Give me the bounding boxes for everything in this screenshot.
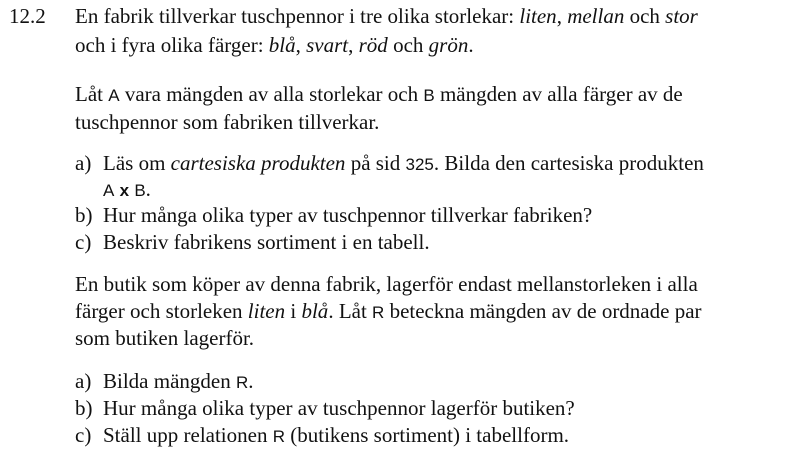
set-a: A [103, 181, 115, 200]
intro-line-2 [75, 33, 474, 58]
set-r: R [372, 303, 385, 322]
conjunction: och [624, 4, 666, 28]
period: . [468, 33, 474, 57]
set-r: R [272, 427, 285, 446]
intro-line-1 [75, 4, 698, 29]
term-cartesian-product: cartesiska produkten [170, 151, 346, 175]
color-rod: röd [358, 33, 388, 57]
size-liten: liten [247, 299, 286, 323]
question-1a-line-2: A x B. [103, 177, 151, 201]
question-1c-text: Beskriv fabrikens sortiment i en tabell. [103, 230, 430, 254]
problem-number: 12.2 [9, 4, 46, 28]
paragraph-1-line-1: Låt A vara mängden av alla storlekar och B mängden av alla färger av de [75, 82, 683, 106]
set-b: B [134, 181, 146, 200]
question-2c-text: Ställ upp relationen R (butikens sortiment) i tabellform. [103, 423, 570, 447]
size-liten: liten [519, 4, 557, 28]
paragraph-1-line-2: tuschpennor som fabriken tillverkar. [75, 110, 380, 134]
question-1b-label: b) [75, 203, 93, 227]
intro-text: En fabrik tillverkar tuschpennor i tre olika storlekar: [75, 4, 520, 28]
color-bla: blå [268, 33, 296, 57]
color-svart: svart [306, 33, 349, 57]
question-1a-label: a) [75, 151, 92, 175]
question-2a-label: a) [75, 369, 92, 393]
paragraph-2-line-1: En butik som köper av denna fabrik, lagerför endast mellanstorleken i alla [75, 272, 698, 296]
question-1a-line-1: Läs om cartesiska produkten på sid 325. Bilda den cartesiska produkten [103, 151, 704, 175]
color-bla: blå [301, 299, 329, 323]
separator: , [348, 33, 359, 57]
color-gron: grön [428, 33, 469, 57]
question-2a-text: Bilda mängden R. [103, 369, 254, 393]
question-1c-label: c) [75, 230, 92, 254]
separator: , [295, 33, 307, 57]
page-number: 325 [405, 155, 434, 174]
set-a: A [108, 86, 120, 105]
question-1b-text: Hur många olika typer av tuschpennor tillverkar fabriken? [103, 203, 593, 227]
question-2b-label: b) [75, 396, 93, 420]
set-r: R [235, 373, 249, 392]
paragraph-2-line-2: färger och storleken liten i blå. Låt R beteckna mängden av de ordnade par [75, 299, 702, 323]
paragraph-2-line-3: som butiken lagerför. [75, 326, 255, 350]
set-b: B [423, 86, 435, 105]
separator: , [556, 4, 568, 28]
question-2c-label: c) [75, 423, 92, 447]
conjunction: och [387, 33, 429, 57]
question-2b-text: Hur många olika typer av tuschpennor lagerför butiken? [103, 396, 575, 420]
size-mellan: mellan [567, 4, 625, 28]
intro-text: och i fyra olika färger: [75, 33, 269, 57]
size-stor: stor [665, 4, 698, 28]
times-symbol: x [119, 181, 130, 200]
